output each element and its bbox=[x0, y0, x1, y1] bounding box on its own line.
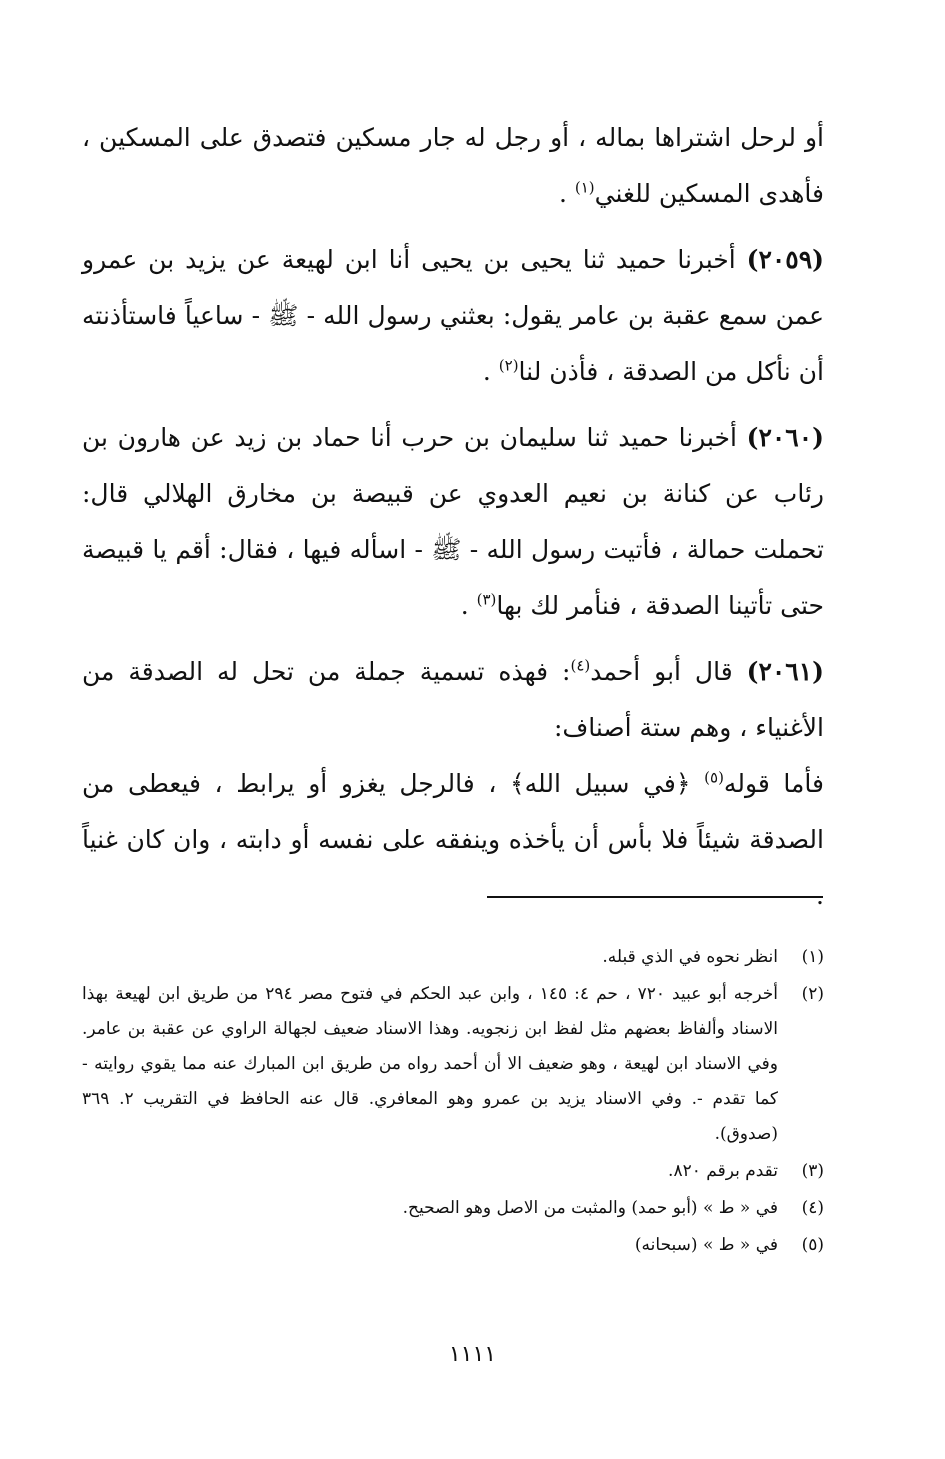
footnote-5 bbox=[82, 1228, 824, 1263]
footnote-3 bbox=[82, 1154, 824, 1189]
footnote-text: تقدم برقم ٨٢٠. bbox=[668, 1161, 778, 1181]
footnote-number: (٤) bbox=[801, 1198, 824, 1218]
footnote-ref: (٢) bbox=[498, 356, 519, 375]
footnote-4 bbox=[82, 1191, 824, 1226]
main-text bbox=[82, 110, 824, 934]
hadith-2059 bbox=[82, 232, 824, 400]
footnote-ref: (٥) bbox=[704, 768, 724, 787]
footnotes bbox=[82, 940, 824, 1265]
paragraph-continuation bbox=[82, 110, 824, 222]
footnote-2 bbox=[82, 977, 824, 1152]
hadith-number: (٢٠٥٩) bbox=[746, 245, 824, 274]
footnote-1 bbox=[82, 940, 824, 975]
paragraph-text: أو لرحل اشتراها بماله ، أو رجل له جار مسكين فتصدق على المسكين ، فأهدى المسكين للغني bbox=[82, 123, 824, 208]
footnote-text: انظر نحوه في الذي قبله. bbox=[602, 947, 778, 967]
paragraph-text: فأما قوله bbox=[723, 769, 824, 798]
hadith-2060 bbox=[82, 410, 824, 634]
paragraph-tail: . bbox=[558, 179, 575, 208]
footnote-text: في « ط » (أبو حمد) والمثبت من الاصل وهو الصحيح. bbox=[402, 1198, 778, 1218]
hadith-number: (٢٠٦١) bbox=[746, 657, 824, 686]
footnote-ref: (٣) bbox=[476, 590, 497, 609]
footnote-text: في « ط » (سبحانه) bbox=[634, 1235, 778, 1255]
page-number: ١١١١ bbox=[448, 1342, 497, 1367]
paragraph-tail: ﴿في سبيل الله﴾ ، فالرجل يغزو أو يرابط ، فيعطى من الصدقة شيئاً فلا بأس أن يأخذه وينفقه على نفسه أو دابته ، وان كان غنياً . bbox=[82, 769, 824, 910]
footnote-text: أخرجه أبو عبيد ٧٢٠ ، حم ٤: ١٤٥ ، وابن عبد الحكم في فتوح مصر ٢٩٤ من طريق ابن لهيعة بهذا الاسناد وألفاظ بعضهم مثل لفظ ابن زنجويه. وهذا الاسناد ضعيف لجهالة الراوي عن عقبة بن عامر. وفي الاسناد ابن لهيعة ، وهو ضعيف الا أن أحمد رواه من طريق ابن المبارك عنه مما يقوي روايته - كما تقدم -. وفي الاسناد يزيد بن عمرو وهو المعافري. قال عنه الحافظ في التقريب ٢. ٣٦٩ (صدوق). bbox=[82, 984, 779, 1144]
paragraph-tail: . bbox=[482, 357, 499, 386]
paragraph-fi-sabilillah bbox=[82, 756, 824, 924]
footnote-number: (٥) bbox=[801, 1235, 824, 1255]
hadith-2061 bbox=[82, 644, 824, 756]
footnote-ref: (١) bbox=[574, 178, 595, 197]
paragraph-tail: . bbox=[460, 591, 477, 620]
footnote-number: (١) bbox=[801, 947, 824, 967]
paragraph-text: أخبرنا حميد ثنا يحيى بن يحيى أنا ابن لهيعة عن يزيد بن عمرو عمن سمع عقبة بن عامر يقول: بعثني رسول الله - ﷺ - ساعياً فاستأذنته أن نأكل من الصدقة ، فأذن لنا bbox=[82, 245, 824, 386]
footnote-ref: (٤) bbox=[570, 656, 591, 675]
footnote-divider bbox=[487, 896, 823, 898]
paragraph-text: قال أبو أحمد bbox=[590, 657, 747, 686]
paragraph-text: أخبرنا حميد ثنا سليمان بن حرب أنا حماد بن زيد عن هارون بن رئاب عن كنانة بن نعيم العدوي عن قبيصة بن مخارق الهلالي قال: تحملت حمالة ، فأتيت رسول الله - ﷺ - اسأله فيها ، فقال: أقم يا قبيصة حتى تأتينا الصدقة ، فنأمر لك بها bbox=[82, 423, 824, 620]
footnote-number: (٢) bbox=[801, 984, 824, 1004]
paragraph-tail: : فهذه تسمية جملة من تحل له الصدقة من الأغنياء ، وهم ستة أصناف: bbox=[82, 657, 824, 742]
footnote-number: (٣) bbox=[801, 1161, 824, 1181]
hadith-number: (٢٠٦٠) bbox=[746, 423, 824, 452]
